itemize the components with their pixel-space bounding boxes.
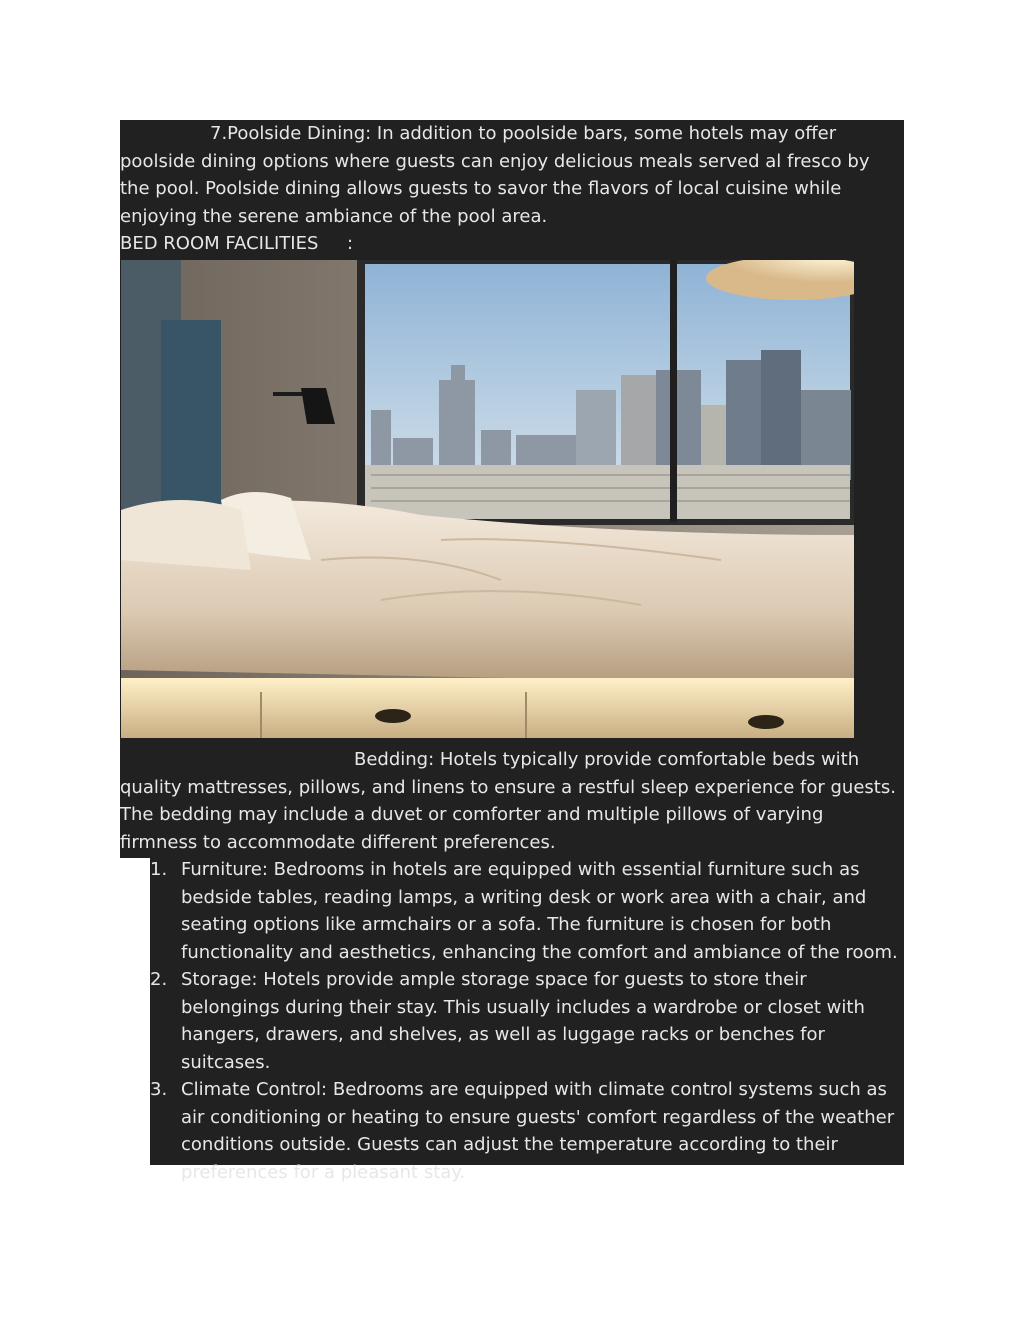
list-item [150, 966, 904, 1076]
list-item-text: Climate Control: Bedrooms are equipped with climate control systems such as air conditioning or heating to ensure guests' comfort regardless of the weather conditions outside. Guests can adjust the temperature according to their preferences for a pleasant stay. [181, 1079, 895, 1183]
list-item-number: 1. [150, 859, 168, 880]
list-item-text: Storage: Hotels provide ample storage space for guests to store their belongings during their stay. This usually includes a wardrobe or closet with hangers, drawers, and shelves, as well as luggage racks or benches for suitcases. [181, 969, 865, 1073]
photo-area [120, 260, 904, 746]
facilities-list [150, 856, 904, 1186]
bedding-paragraph: Bedding: Hotels typically provide comfortable beds with quality mattresses, pillows, and linens to ensure a restful sleep experience for guests. The bedding may include a duvet or comforter and multiple pillows of varying firmness to accommodate different preferences. [120, 749, 896, 853]
bedroom-facilities-heading: BED ROOM FACILITIES : [120, 233, 354, 254]
hotel-bedroom-photo [121, 260, 854, 738]
poolside-dining-paragraph: 7.Poolside Dining: In addition to poolside bars, some hotels may offer poolside dining options where guests can enjoy delicious meals served al fresco by the pool. Poolside dining allows guests to savor the flavors of local cuisine while enjoying the serene ambiance of the pool area. [120, 123, 870, 227]
list-item [150, 1076, 904, 1186]
intro-block [120, 120, 904, 260]
bedding-block [120, 746, 904, 858]
list-item [150, 856, 904, 966]
facilities-list-block [150, 856, 904, 1183]
list-item-text: Furniture: Bedrooms in hotels are equipped with essential furniture such as bedside tables, reading lamps, a writing desk or work area with a chair, and seating options like armchairs or a sofa. The furniture is chosen for both functionality and aesthetics, enhancing the comfort and ambiance of the room. [181, 859, 898, 963]
list-item-number: 2. [150, 969, 168, 990]
list-item-number: 3. [150, 1079, 168, 1100]
